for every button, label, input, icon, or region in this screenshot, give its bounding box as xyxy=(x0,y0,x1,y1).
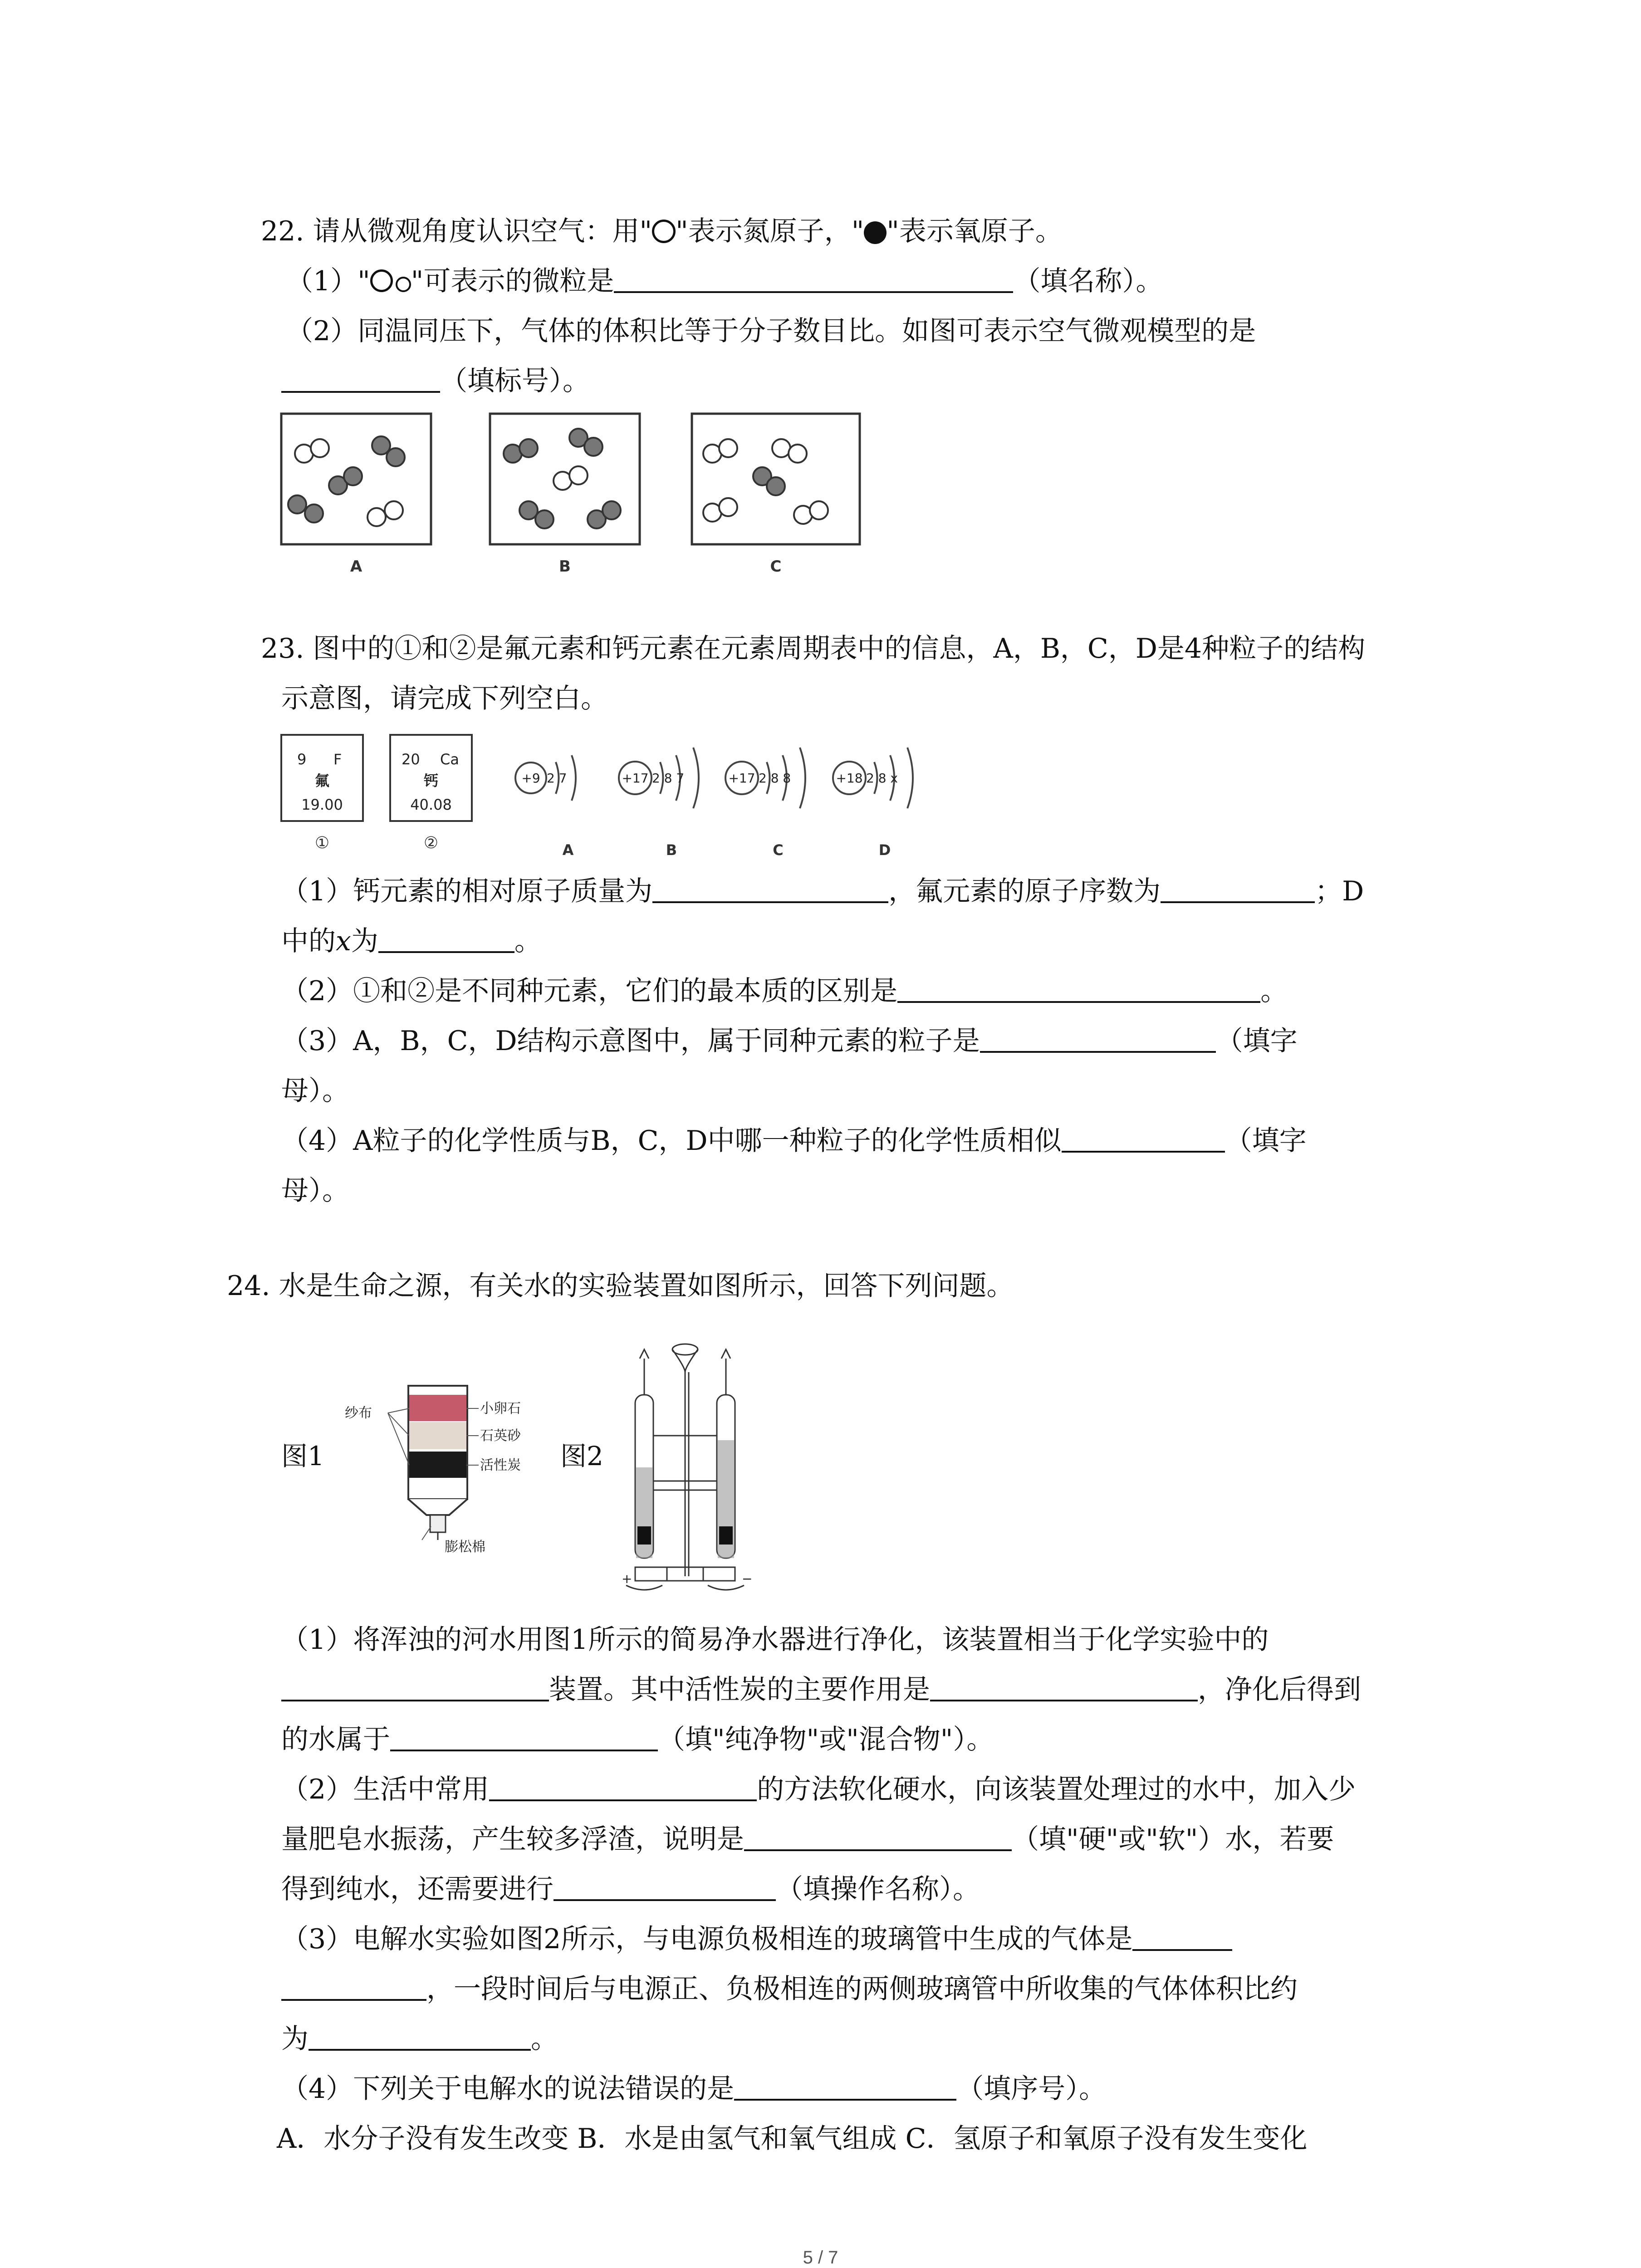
q24-part3-cont2: 为 。 xyxy=(281,2021,558,2057)
svg-text:F: F xyxy=(333,751,342,768)
q23-part4: （4）A粒子的化学性质与B，C，D中哪一种粒子的化学性质相似 （填字 xyxy=(281,1123,1307,1159)
q23-part1: （1）钙元素的相对原子质量为 ，氟元素的原子序数为 ；D xyxy=(281,873,1364,909)
fig1-label: 图1 xyxy=(281,1441,324,1471)
q22-part1-blank[interactable] xyxy=(614,264,1013,293)
cotton-plug xyxy=(430,1515,446,1532)
svg-text:+17: +17 xyxy=(728,771,755,786)
oxygen-atom-icon xyxy=(864,221,887,244)
svg-text:C: C xyxy=(773,841,784,859)
svg-text:+17: +17 xyxy=(622,771,649,786)
pebble-layer xyxy=(409,1395,466,1421)
q24-part1-cont2: 的水属于 （填"纯净物"或"混合物"）。 xyxy=(281,1721,994,1758)
q22-part2: （2）同温同压下，气体的体积比等于分子数目比。如图可表示空气微观模型的是 xyxy=(286,315,1256,347)
q23-part3-blank[interactable] xyxy=(980,1024,1216,1053)
electrolysis-figure xyxy=(617,1331,753,1603)
svg-text:膨松棉: 膨松棉 xyxy=(445,1539,485,1555)
q24-part2-cont2: 得到纯水，还需要进行 （填操作名称）。 xyxy=(281,1871,980,1907)
svg-text:②: ② xyxy=(423,834,439,852)
element-structure-figure xyxy=(277,726,966,871)
q24-part3-blank-1a[interactable] xyxy=(1132,1922,1232,1951)
svg-text:−: − xyxy=(742,1571,753,1586)
q24-part3-blank-1b[interactable] xyxy=(281,1972,426,2001)
water-filter-figure xyxy=(345,1377,535,1558)
air-model-figure xyxy=(277,408,867,581)
page-number: 5 / 7 xyxy=(803,2248,838,2268)
q23-part1-blank-2[interactable] xyxy=(1161,874,1315,903)
svg-text:①: ① xyxy=(314,834,330,852)
q24-part2-blank-3[interactable] xyxy=(554,1872,776,1901)
q22-part2-tail: （填标号）。 xyxy=(281,363,590,399)
svg-text:2 7: 2 7 xyxy=(547,771,567,786)
q23-part1-blank-1[interactable] xyxy=(652,874,888,903)
svg-text:Ca: Ca xyxy=(440,751,459,768)
q24-part2-blank-1[interactable] xyxy=(489,1772,757,1801)
svg-text:2 8 7: 2 8 7 xyxy=(652,771,685,786)
q24-part4: （4）下列关于电解水的说法错误的是 （填序号）。 xyxy=(281,2071,1106,2107)
nitrogen-atom-icon xyxy=(652,220,676,243)
q23-part3: （3）A，B，C，D结构示意图中，属于同种元素的粒子是 （填字 xyxy=(281,1023,1298,1059)
q24-part1: （1）将浑浊的河水用图1所示的简易净水器进行净化，该装置相当于化学实验中的 xyxy=(281,1624,1269,1656)
svg-text:活性炭: 活性炭 xyxy=(480,1457,521,1473)
q24-part1-cont: 装置。其中活性炭的主要作用是 ，净化后得到 xyxy=(281,1672,1361,1708)
carbon-layer xyxy=(409,1452,466,1478)
svg-text:9: 9 xyxy=(297,751,307,768)
svg-text:纱布: 纱布 xyxy=(345,1405,372,1421)
q24-stem: 24. 水是生命之源，有关水的实验装置如图所示，回答下列问题。 xyxy=(227,1270,1014,1302)
svg-text:A: A xyxy=(562,841,574,859)
svg-text:小卵石: 小卵石 xyxy=(480,1401,521,1417)
q24-part2-cont: 量肥皂水振荡，产生较多浮渣，说明是 （填"硬"或"软"）水，若要 xyxy=(281,1821,1334,1857)
svg-text:D: D xyxy=(878,841,891,859)
fig2-label: 图2 xyxy=(560,1441,603,1471)
svg-text:40.08: 40.08 xyxy=(410,796,452,813)
q23-part2-blank[interactable] xyxy=(897,974,1260,1003)
q24-part2-blank-2[interactable] xyxy=(744,1822,1012,1851)
q24-part4-blank[interactable] xyxy=(734,2072,956,2101)
q24-part1-blank-3[interactable] xyxy=(390,1722,658,1751)
svg-text:2 8 x: 2 8 x xyxy=(866,771,898,786)
svg-text:+: + xyxy=(622,1571,632,1586)
n2-molecule-icon xyxy=(370,265,411,301)
q22-part2-blank[interactable] xyxy=(281,364,440,393)
svg-text:2 8 8: 2 8 8 xyxy=(759,771,791,786)
q23-stem-1: 23. 图中的①和②是氟元素和钙元素在元素周期表中的信息，A，B，C，D是4种粒子的结构 xyxy=(261,633,1366,665)
q24-part3: （3）电解水实验如图2所示，与电源负极相连的玻璃管中生成的气体是 xyxy=(281,1921,1232,1957)
q24-part3-blank-2[interactable] xyxy=(309,2022,531,2051)
q24-part3-cont: ，一段时间后与电源正、负极相连的两侧玻璃管中所收集的气体体积比约 xyxy=(281,1971,1298,2007)
svg-text:钙: 钙 xyxy=(423,772,439,789)
q23-part4-cont: 母）。 xyxy=(281,1175,349,1207)
q23-part1-blank-3[interactable] xyxy=(378,924,514,953)
svg-text:20: 20 xyxy=(402,751,420,768)
q24-part1-blank-1[interactable] xyxy=(281,1672,549,1701)
svg-text:氟: 氟 xyxy=(314,772,330,789)
q23-part4-blank[interactable] xyxy=(1062,1124,1225,1153)
svg-text:B: B xyxy=(666,841,677,859)
model-label-a: A xyxy=(350,557,362,576)
q23-part2: （2）①和②是不同种元素，它们的最本质的区别是 。 xyxy=(281,973,1288,1009)
q24-part2: （2）生活中常用 的方法软化硬水，向该装置处理过的水中，加入少 xyxy=(281,1771,1356,1808)
sand-layer xyxy=(409,1422,466,1449)
svg-text:+18: +18 xyxy=(836,771,863,786)
q24-part1-blank-2[interactable] xyxy=(930,1672,1198,1701)
q23-part3-cont: 母）。 xyxy=(281,1075,349,1107)
svg-text:19.00: 19.00 xyxy=(301,796,343,813)
model-label-b: B xyxy=(559,557,571,576)
q22-part1: （1）" "可表示的微粒是 （填名称）。 xyxy=(286,263,1163,301)
svg-text:石英砂: 石英砂 xyxy=(480,1428,521,1444)
q22-stem: 22. 请从微观角度认识空气：用" "表示氮原子，" "表示氧原子。 xyxy=(261,215,1063,247)
model-label-c: C xyxy=(770,557,782,576)
q23-part1-cont: 中的x为 。 xyxy=(281,923,542,959)
q24-options: A．水分子没有发生改变 B．水是由氢气和氧气组成 C．氢原子和氧原子没有发生变化 xyxy=(277,2123,1308,2155)
svg-text:+9: +9 xyxy=(521,771,540,786)
q23-stem-2: 示意图，请完成下列空白。 xyxy=(281,683,608,714)
